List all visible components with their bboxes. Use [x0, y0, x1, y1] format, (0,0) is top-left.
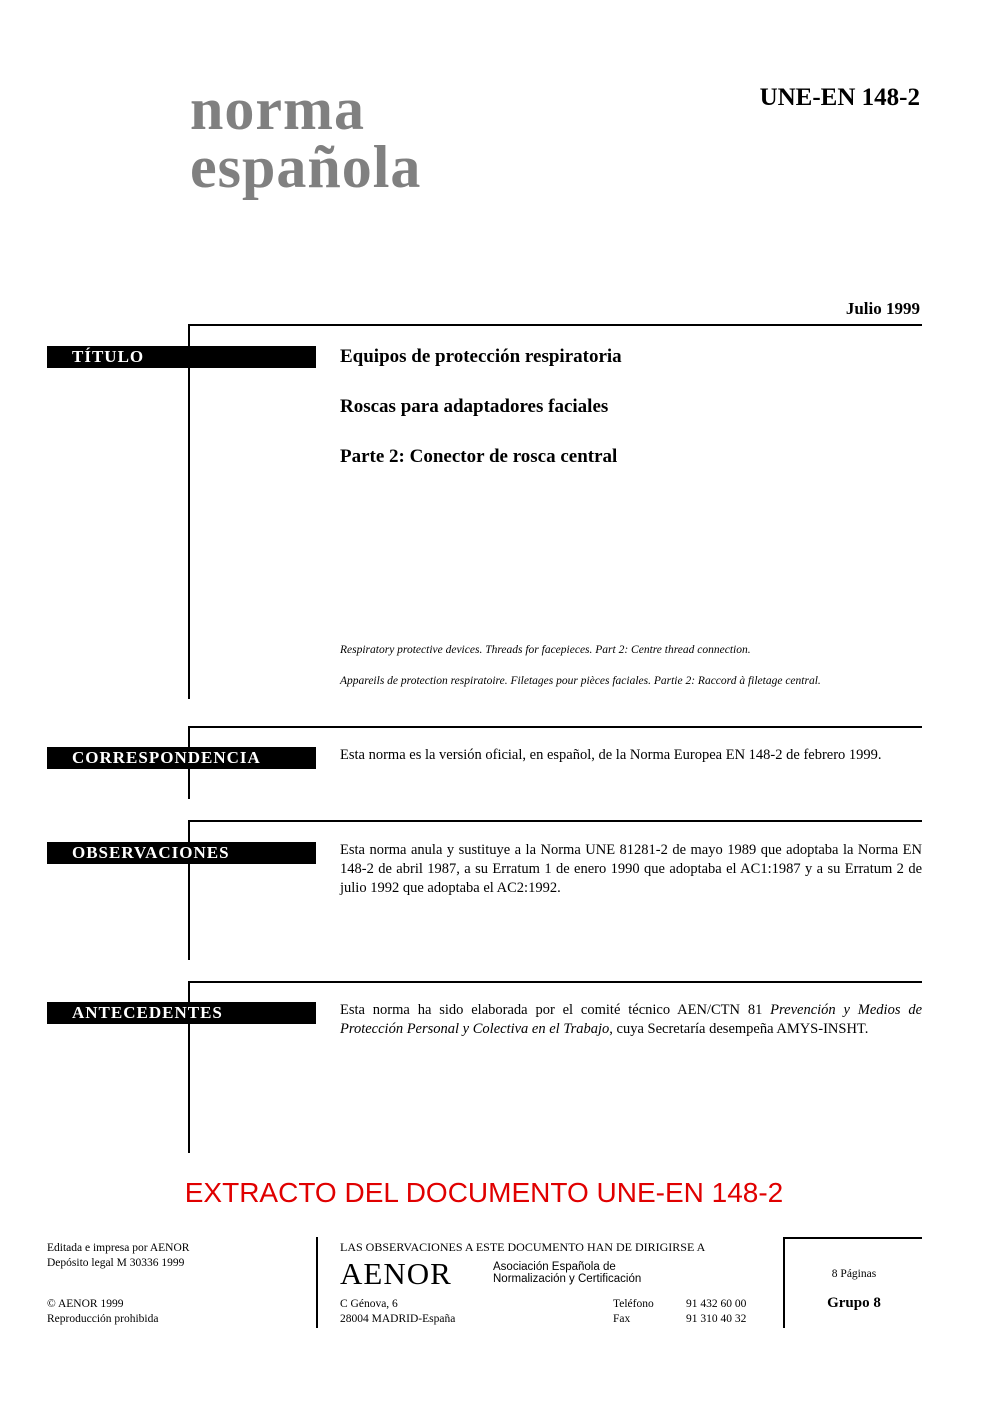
footer-reproduction: Reproducción prohibida — [47, 1313, 159, 1325]
brand-title — [190, 76, 422, 200]
observaciones-text: Esta norma anula y sustituye a la Norma UNE 81281-2 de mayo 1989 que adoptaba la Norma EN 148-2 de abril 1987, a su Erratum 1 de enero 1990 que adoptaba el AC1:1987 y a su Erratum 2 de julio 1992 que adoptaba el AC2:1992. — [340, 842, 922, 896]
title-line-1: Equipos de protección respiratoria — [340, 346, 622, 367]
aenor-name-line-1: Asociación Española de — [493, 1261, 616, 1273]
footer-divider-left — [316, 1237, 318, 1328]
footer-edited: Editada e impresa por AENOR — [47, 1242, 190, 1254]
footer-box-left-rule — [783, 1237, 785, 1328]
antecedentes-text-after: , cuya Secretaría desempeña AMYS-INSHT. — [609, 1021, 869, 1037]
phone-number: 91 432 60 00 — [686, 1298, 747, 1310]
aenor-full-name — [493, 1261, 641, 1285]
footer-publisher — [47, 1241, 189, 1271]
footer-copyright: © AENOR 1999 — [47, 1298, 124, 1310]
publication-date: Julio 1999 — [845, 299, 920, 318]
footer-contact-labels — [613, 1297, 654, 1327]
footer-deposit: Depósito legal M 30336 1999 — [47, 1257, 185, 1269]
title-line-2: Roscas para adaptadores faciales — [340, 396, 609, 417]
title-translation-en: Respiratory protective devices. Threads for facepieces. Part 2: Centre thread connection. — [340, 644, 751, 656]
fax-number: 91 310 40 32 — [686, 1313, 747, 1325]
footer-copyright-block — [47, 1297, 158, 1327]
price-group: Grupo 8 — [827, 1295, 881, 1311]
observaciones-label: OBSERVACIONES — [47, 842, 316, 864]
antecedentes-top-rule — [188, 981, 922, 983]
titulo-vertical-rule — [188, 324, 190, 699]
standard-code: UNE-EN 148-2 — [759, 84, 920, 111]
footer-observations-notice: LAS OBSERVACIONES A ESTE DOCUMENTO HAN DE DIRIGIRSE A — [340, 1240, 706, 1254]
address-line-2: 28004 MADRID-España — [340, 1313, 456, 1325]
aenor-name-line-2: Normalización y Certificación — [493, 1273, 642, 1285]
fax-label: Fax — [613, 1313, 631, 1325]
footer-address — [340, 1297, 455, 1327]
correspondencia-top-rule — [188, 726, 922, 728]
title-line-3: Parte 2: Conector de rosca central — [340, 446, 618, 467]
aenor-logo: AENOR — [340, 1256, 452, 1291]
footer-contact-values — [686, 1297, 746, 1327]
correspondencia-label: CORRESPONDENCIA — [47, 747, 316, 769]
address-line-1: C Génova, 6 — [340, 1298, 398, 1310]
observaciones-vertical-rule — [188, 820, 190, 960]
antecedentes-committee-name: Prevención y Medios de Protección Personal y Colectiva en el Trabajo — [340, 1002, 923, 1037]
phone-label: Teléfono — [613, 1298, 654, 1310]
page-count: 8 Páginas — [831, 1268, 877, 1280]
observaciones-top-rule — [188, 820, 922, 822]
antecedentes-label: ANTECEDENTES — [47, 1002, 316, 1024]
footer-box-top-rule — [783, 1237, 922, 1239]
titulo-label: TÍTULO — [47, 346, 316, 368]
extract-watermark: EXTRACTO DEL DOCUMENTO UNE-EN 148-2 — [184, 1177, 784, 1208]
antecedentes-text-before: Esta norma ha sido elaborada por el comité técnico AEN/CTN 81 — [340, 1002, 771, 1018]
brand-line-2: española — [190, 134, 422, 200]
titulo-top-rule — [188, 324, 922, 326]
brand-line-1: norma — [190, 76, 365, 142]
correspondencia-text: Esta norma es la versión oficial, en español, de la Norma Europea EN 148-2 de febrero 1999. — [340, 747, 882, 763]
title-translation-fr: Appareils de protection respiratoire. Filetages pour pièces faciales. Partie 2: Raccord à filetage central. — [340, 675, 821, 687]
antecedentes-text — [340, 1001, 922, 1039]
